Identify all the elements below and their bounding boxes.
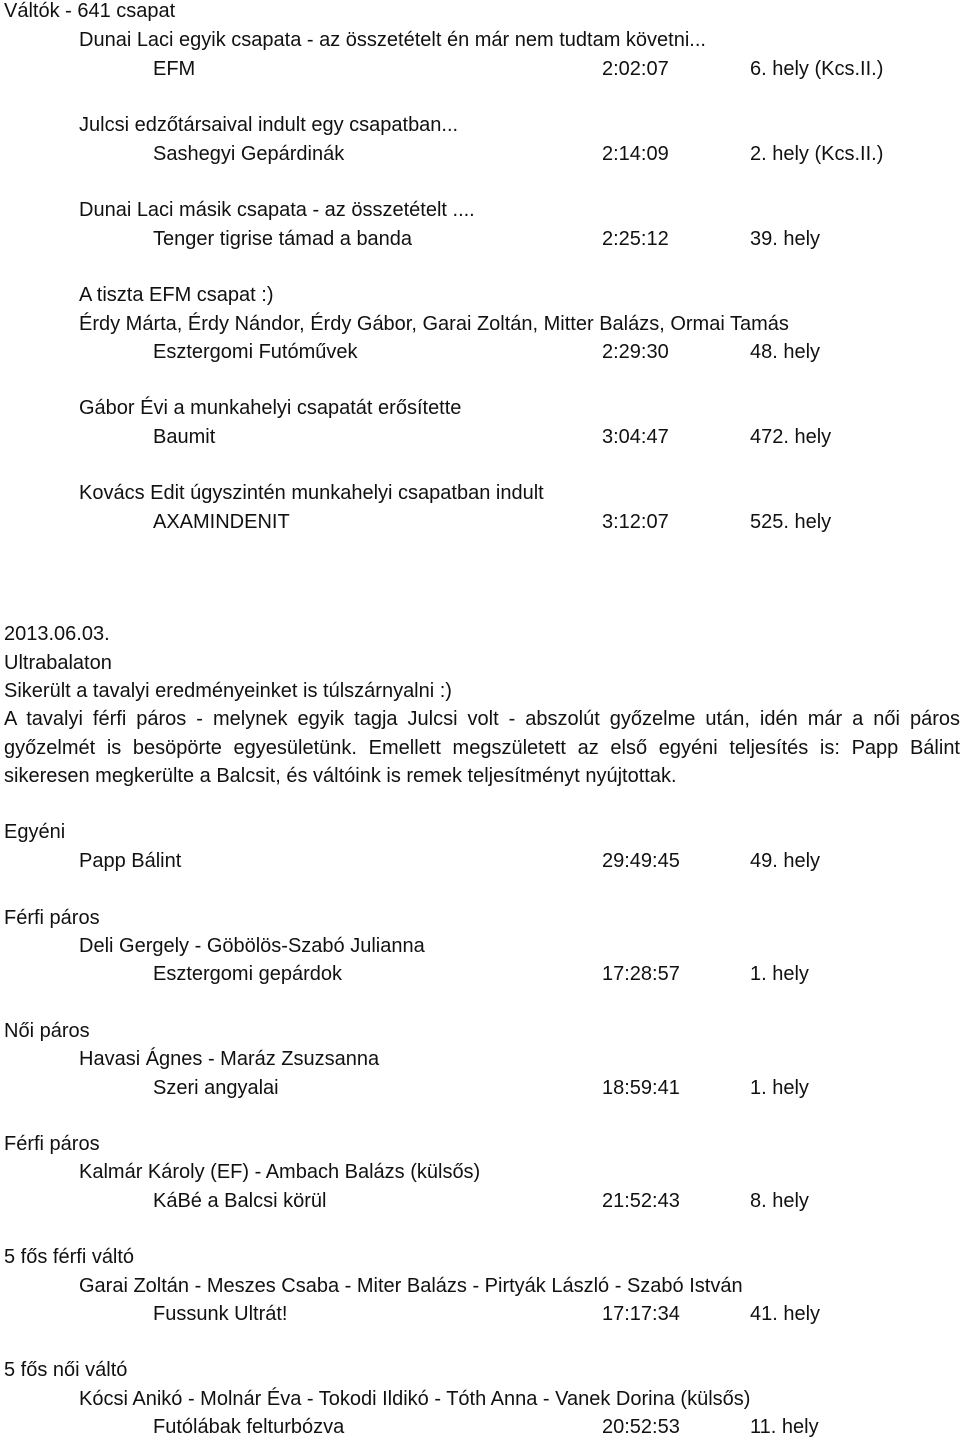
team-time: 21:52:43 bbox=[602, 1190, 680, 1212]
event-title: Ultrabalaton bbox=[4, 652, 112, 674]
category-label: Férfi páros bbox=[4, 1133, 100, 1155]
team-place: 11. hely bbox=[750, 1416, 819, 1438]
team-members: Havasi Ágnes - Maráz Zsuzsanna bbox=[79, 1048, 380, 1070]
team-time: 2:25:12 bbox=[602, 228, 669, 250]
team-members: Kalmár Károly (EF) - Ambach Balázs (külsős) bbox=[79, 1161, 481, 1183]
team-place: 48. hely bbox=[750, 341, 821, 363]
team-name: Baumit bbox=[153, 426, 216, 448]
team-time: 3:04:47 bbox=[602, 426, 669, 448]
team-note: Kovács Edit úgyszintén munkahelyi csapatban indult bbox=[79, 482, 544, 504]
team-time: 2:02:07 bbox=[602, 58, 669, 80]
relay-heading: Váltók - 641 csapat bbox=[4, 0, 176, 22]
event-date: 2013.06.03. bbox=[4, 623, 110, 645]
team-name: Fussunk Ultrát! bbox=[153, 1303, 288, 1325]
team-note: Gábor Évi a munkahelyi csapatát erősítette bbox=[79, 397, 462, 419]
team-time: 2:29:30 bbox=[602, 341, 669, 363]
team-time: 20:52:53 bbox=[602, 1416, 680, 1438]
team-note: Dunai Laci egyik csapata - az összetételt én már nem tudtam követni... bbox=[79, 29, 706, 51]
team-members: Kócsi Anikó - Molnár Éva - Tokodi Ildikó - Tóth Anna - Vanek Dorina (külsős) bbox=[79, 1388, 751, 1410]
team-name: Sashegyi Gepárdinák bbox=[153, 143, 345, 165]
category-label: 5 fős női váltó bbox=[4, 1359, 128, 1381]
team-name: AXAMINDENIT bbox=[153, 511, 290, 533]
team-time: 3:12:07 bbox=[602, 511, 669, 533]
event-intro: Sikerült a tavalyi eredményeinket is túlszárnyalni :) bbox=[4, 680, 452, 702]
team-name: KáBé a Balcsi körül bbox=[153, 1190, 327, 1212]
category-label: 5 fős férfi váltó bbox=[4, 1246, 135, 1268]
category-label: Férfi páros bbox=[4, 907, 100, 929]
team-name: EFM bbox=[153, 58, 196, 80]
team-place: 1. hely bbox=[750, 1077, 809, 1099]
team-note: Dunai Laci másik csapata - az összetételt .... bbox=[79, 199, 475, 221]
team-time: 17:17:34 bbox=[602, 1303, 680, 1325]
team-name: Szeri angyalai bbox=[153, 1077, 279, 1099]
event-paragraph: A tavalyi férfi páros - melynek egyik tagja Julcsi volt - abszolút győzelme után, idén már a női páros győzelmét is besöpörte egyesületünk. Emellett megszületett az első egyéni teljesítés is: Papp Bálint sikeresen megkerülte a Balcsit, és váltóink is remek teljesítményt nyújtottak. bbox=[4, 708, 960, 787]
team-place: 525. hely bbox=[750, 511, 832, 533]
category-label: Egyéni bbox=[4, 821, 66, 843]
team-place: 8. hely bbox=[750, 1190, 809, 1212]
category-label: Női páros bbox=[4, 1020, 90, 1042]
team-place: 2. hely (Kcs.II.) bbox=[750, 143, 884, 165]
team-time: 2:14:09 bbox=[602, 143, 669, 165]
team-place: 6. hely (Kcs.II.) bbox=[750, 58, 884, 80]
team-members: Garai Zoltán - Meszes Csaba - Miter Balázs - Pirtyák László - Szabó István bbox=[79, 1275, 743, 1297]
team-place: 41. hely bbox=[750, 1303, 821, 1325]
team-place: 39. hely bbox=[750, 228, 821, 250]
runner-name: Papp Bálint bbox=[79, 850, 182, 872]
team-time: 18:59:41 bbox=[602, 1077, 680, 1099]
team-time: 17:28:57 bbox=[602, 963, 680, 985]
team-note: Julcsi edzőtársaival indult egy csapatban... bbox=[79, 114, 459, 136]
team-name: Futólábak felturbózva bbox=[153, 1416, 345, 1438]
team-members: Érdy Márta, Érdy Nándor, Érdy Gábor, Garai Zoltán, Mitter Balázs, Ormai Tamás bbox=[79, 313, 789, 335]
team-name: Tenger tigrise támad a banda bbox=[153, 228, 413, 250]
team-name: Esztergomi gepárdok bbox=[153, 963, 342, 985]
team-members: Deli Gergely - Göbölös-Szabó Julianna bbox=[79, 935, 425, 957]
team-name: Esztergomi Futóművek bbox=[153, 341, 358, 363]
runner-place: 49. hely bbox=[750, 850, 821, 872]
runner-time: 29:49:45 bbox=[602, 850, 680, 872]
team-place: 472. hely bbox=[750, 426, 832, 448]
team-note: A tiszta EFM csapat :) bbox=[79, 284, 274, 306]
team-place: 1. hely bbox=[750, 963, 809, 985]
